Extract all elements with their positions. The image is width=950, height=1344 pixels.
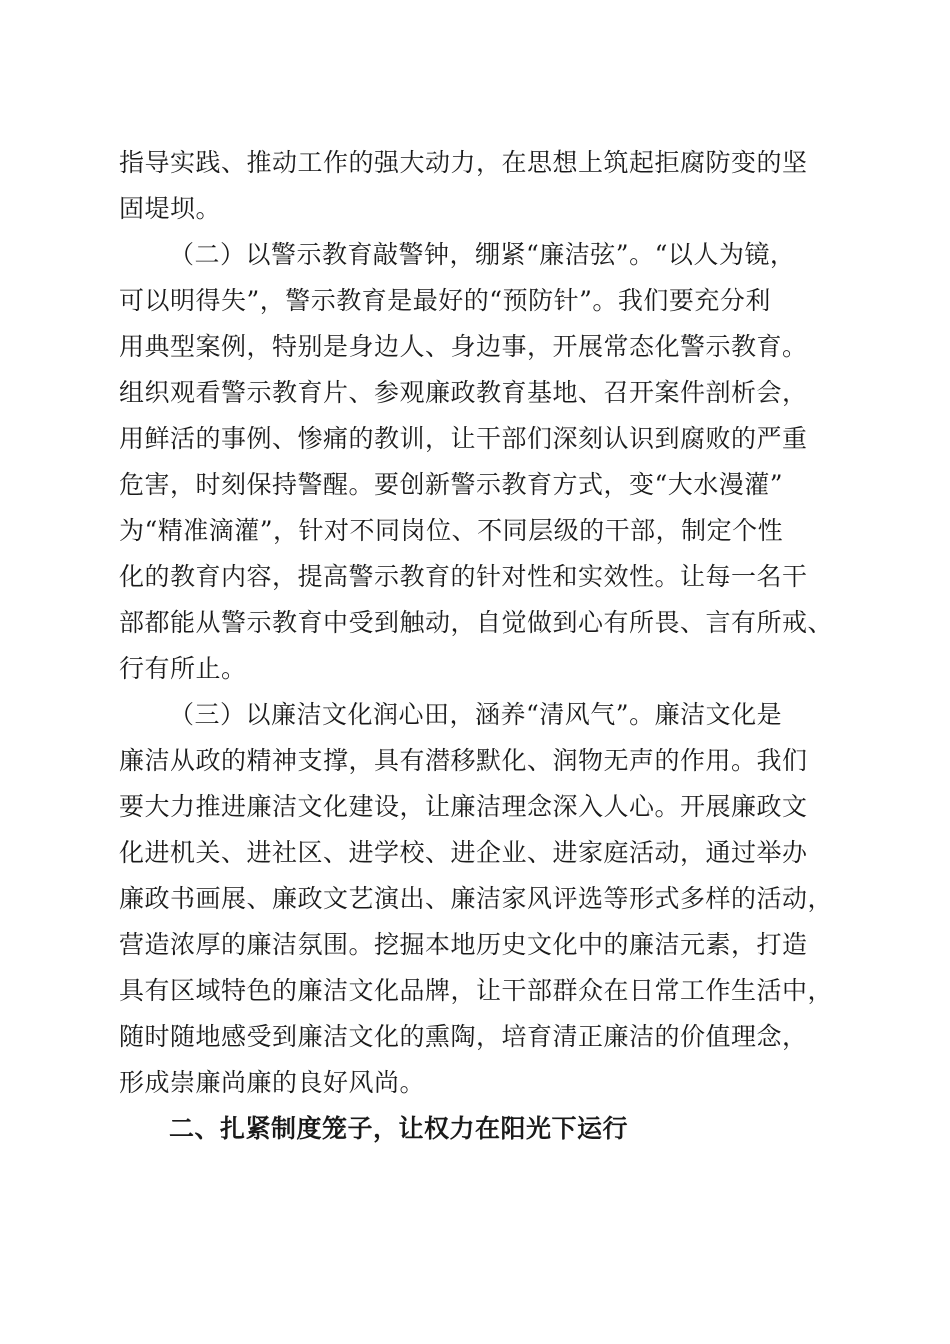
paragraph-line: 可以明得失”，警示教育是最好的“预防针”。我们要充分利 bbox=[119, 286, 771, 315]
paragraph-line: 形成崇廉尚廉的良好风尚。 bbox=[119, 1068, 426, 1097]
paragraph-line: 组织观看警示教育片、参观廉政教育基地、召开案件剖析会， bbox=[119, 378, 808, 407]
paragraph-line: 危害，时刻保持警醒。要创新警示教育方式，变“大水漫灌” bbox=[119, 470, 784, 499]
section-three-heading-line: （三）以廉洁文化润心田，涵养“清风气”。廉洁文化是 bbox=[169, 700, 783, 729]
section-two-heading-line: （二）以警示教育敲警钟，绷紧“廉洁弦”。“以人为镜， bbox=[169, 240, 796, 269]
paragraph-line: 部都能从警示教育中受到触动，自觉做到心有所畏、言有所戒、 bbox=[119, 608, 834, 637]
paragraph-line: 为“精准滴灌”，针对不同岗位、不同层级的干部，制定个性 bbox=[119, 516, 784, 545]
paragraph-line: 廉政书画展、廉政文艺演出、廉洁家风评选等形式多样的活动， bbox=[119, 884, 834, 913]
paragraph-line: 化的教育内容，提高警示教育的针对性和实效性。让每一名干 bbox=[119, 562, 808, 591]
paragraph-line: 化进机关、进社区、进学校、进企业、进家庭活动，通过举办 bbox=[119, 838, 808, 867]
paragraph-line: 具有区域特色的廉洁文化品牌，让干部群众在日常工作生活中， bbox=[119, 976, 834, 1005]
paragraph-line: 固堤坝。 bbox=[119, 194, 222, 223]
paragraph-line: 随时随地感受到廉洁文化的熏陶，培育清正廉洁的价值理念， bbox=[119, 1022, 808, 1051]
paragraph-line: 指导实践、推动工作的强大动力，在思想上筑起拒腐防变的坚 bbox=[119, 148, 808, 177]
chapter-two-heading: 二、扎紧制度笼子，让权力在阳光下运行 bbox=[169, 1114, 629, 1143]
paragraph-line: 用鲜活的事例、惨痛的教训，让干部们深刻认识到腐败的严重 bbox=[119, 424, 808, 453]
paragraph-line: 用典型案例，特别是身边人、身边事，开展常态化警示教育。 bbox=[119, 332, 808, 361]
paragraph-line: 营造浓厚的廉洁氛围。挖掘本地历史文化中的廉洁元素，打造 bbox=[119, 930, 808, 959]
paragraph-line: 行有所止。 bbox=[119, 654, 247, 683]
paragraph-line: 要大力推进廉洁文化建设，让廉洁理念深入人心。开展廉政文 bbox=[119, 792, 808, 821]
paragraph-line: 廉洁从政的精神支撑，具有潜移默化、润物无声的作用。我们 bbox=[119, 746, 808, 775]
